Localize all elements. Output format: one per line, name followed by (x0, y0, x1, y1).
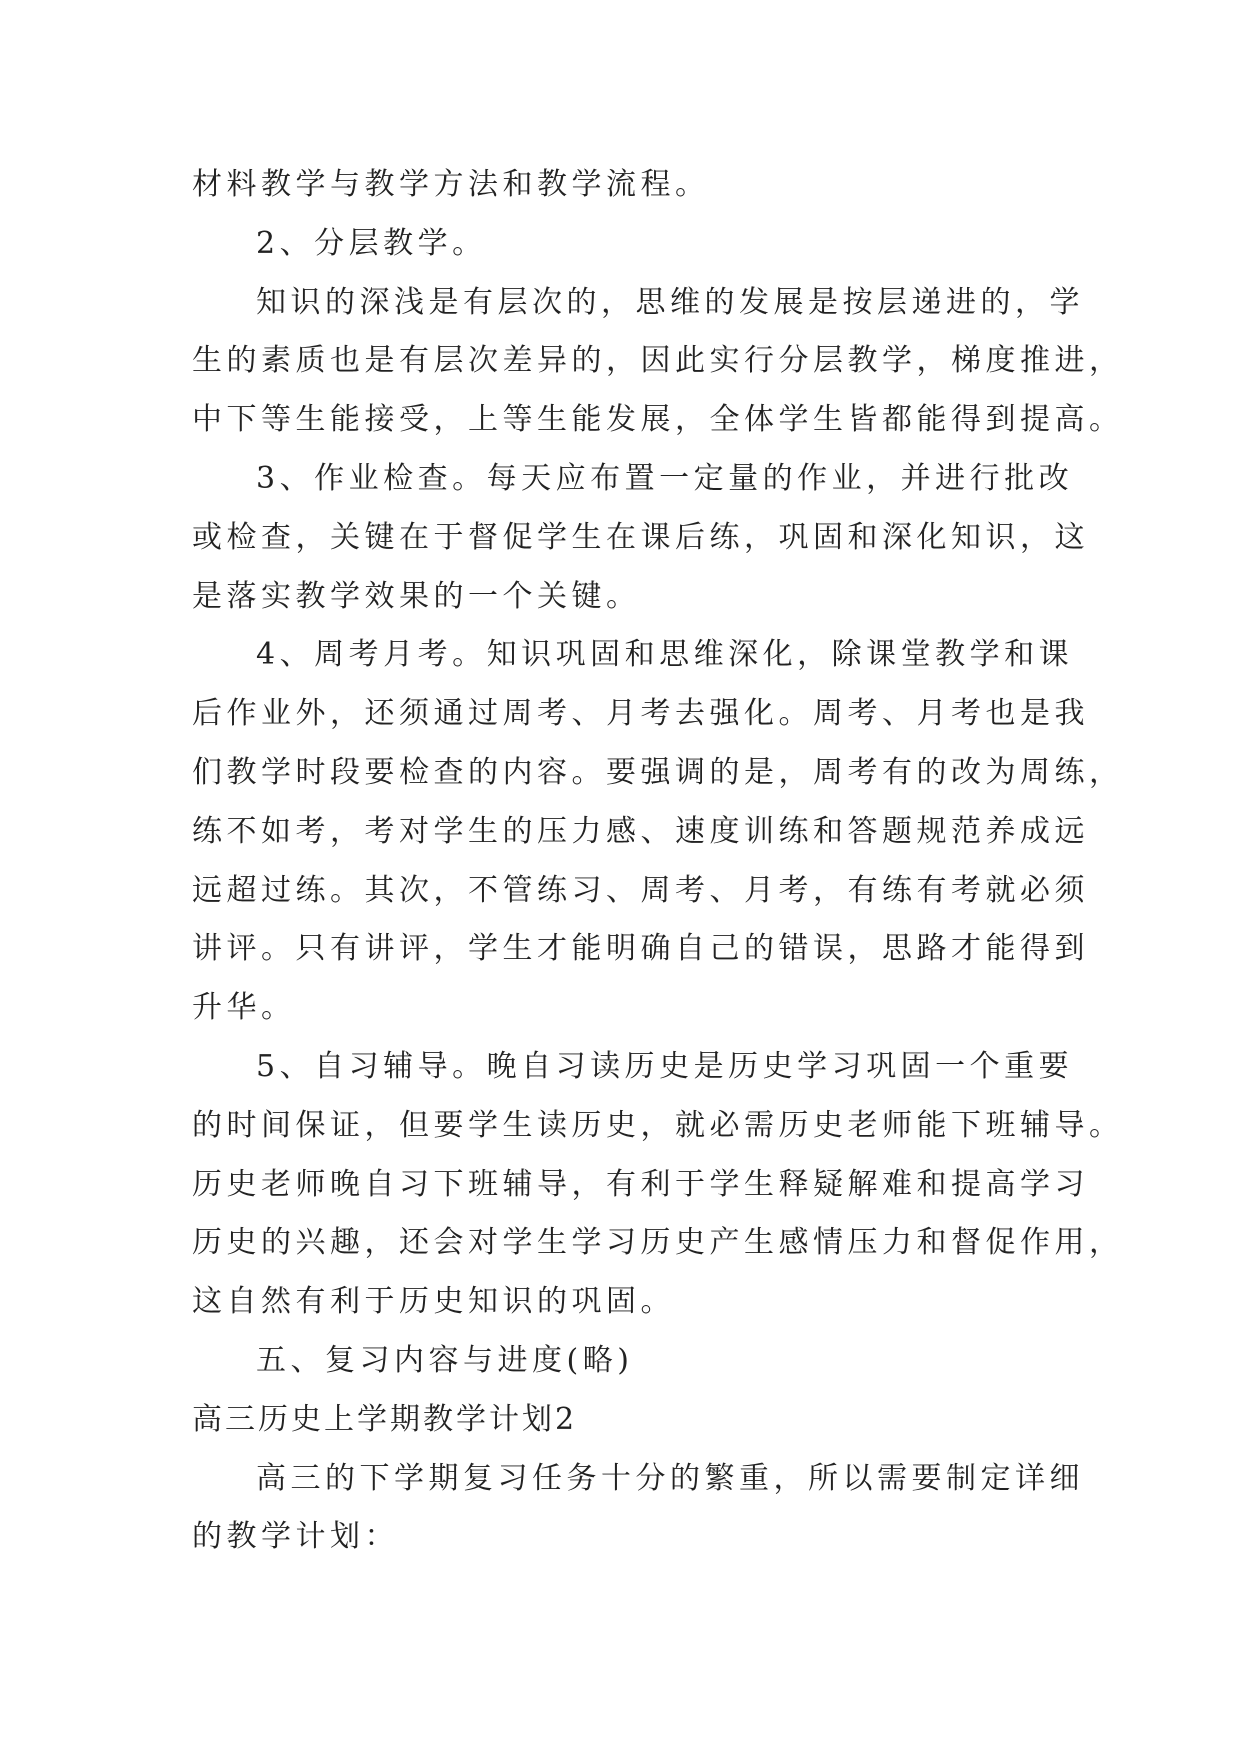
paragraph-line: 材料教学与教学方法和教学流程。 (192, 167, 710, 202)
paragraph-line: 中下等生能接受，上等生能发展，全体学生皆都能得到提高。 (192, 402, 1124, 438)
document-title-plan-2: 高三历史上学期教学计划2 (192, 1401, 578, 1437)
paragraph-line: 历史老师晚自习下班辅导，有利于学生释疑解难和提高学习 (192, 1166, 1089, 1202)
paragraph-line: 知识的深浅是有层次的，思维的发展是按层递进的，学 (256, 284, 1084, 320)
paragraph-line: 或检查，关键在于督促学生在课后练，巩固和深化知识，这 (192, 519, 1089, 555)
paragraph-line-exams: 4、周考月考。知识巩固和思维深化，除课堂教学和课 (256, 637, 1074, 673)
document-body (192, 156, 1124, 1567)
paragraph-line: 讲评。只有讲评，学生才能明确自己的错误，思路才能得到 (192, 931, 1089, 967)
paragraph-line: 练不如考，考对学生的压力感、速度训练和答题规范养成远 (192, 813, 1089, 849)
paragraph-line: 的教学计划： (192, 1519, 399, 1555)
section-heading-layered-teaching: 2、分层教学。 (256, 225, 487, 261)
paragraph-line: 高三的下学期复习任务十分的繁重，所以需要制定详细 (256, 1460, 1084, 1496)
paragraph-line-self-study: 5、自习辅导。晚自习读历史是历史学习巩固一个重要 (256, 1048, 1074, 1084)
paragraph-line: 们教学时段要检查的内容。要强调的是，周考有的改为周练， (192, 754, 1124, 790)
paragraph-line: 生的素质也是有层次差异的，因此实行分层教学，梯度推进， (192, 343, 1124, 379)
paragraph-line-homework: 3、作业检查。每天应布置一定量的作业，并进行批改 (256, 460, 1074, 496)
paragraph-line: 的时间保证，但要学生读历史，就必需历史老师能下班辅导。 (192, 1107, 1124, 1143)
section-heading-review-content: 五、复习内容与进度(略) (256, 1342, 634, 1378)
paragraph-line: 后作业外，还须通过周考、月考去强化。周考、月考也是我 (192, 696, 1089, 732)
paragraph-line: 远超过练。其次，不管练习、周考、月考，有练有考就必须 (192, 872, 1089, 908)
paragraph-line: 历史的兴趣，还会对学生学习历史产生感情压力和督促作用， (192, 1225, 1124, 1261)
paragraph-line: 是落实教学效果的一个关键。 (192, 578, 641, 614)
paragraph-line: 升华。 (192, 990, 296, 1026)
paragraph-line: 这自然有利于历史知识的巩固。 (192, 1284, 675, 1320)
